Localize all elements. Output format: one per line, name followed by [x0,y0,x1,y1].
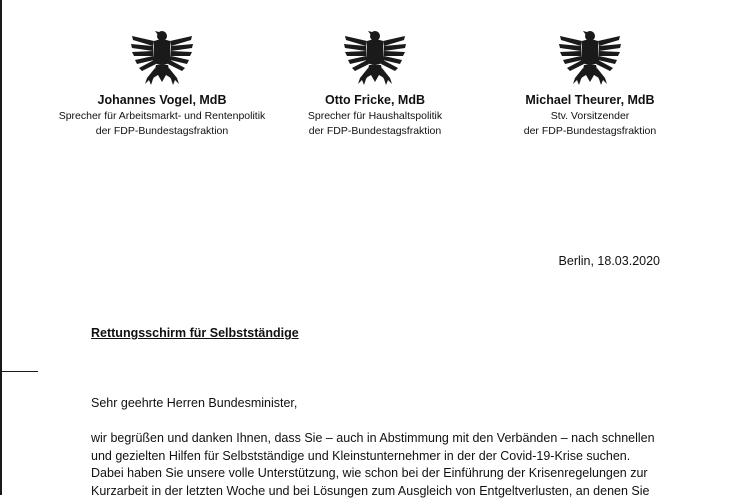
bundestag-eagle-icon [342,28,408,88]
sender-role: Sprecher für Haushaltspolitik [307,110,443,122]
page-left-edge-rule [0,0,2,495]
sender-role: Stv. Vorsitzender [550,110,630,122]
bundestag-eagle-icon [557,28,623,88]
sender-faction: der FDP-Bundestagsfraktion [95,125,229,137]
sender-faction: der FDP-Bundestagsfraktion [523,125,657,137]
sender-name: Johannes Vogel, MdB [97,93,227,107]
sender-block-theurer [470,28,710,139]
letter-salutation: Sehr geehrte Herren Bundesminister, [91,396,298,410]
sender-name: Otto Fricke, MdB [324,93,425,107]
sender-faction: der FDP-Bundestagsfraktion [308,125,442,137]
bundestag-eagle-icon [129,28,195,88]
letter-subject: Rettungsschirm für Selbstständige [91,326,299,340]
sender-name: Michael Theurer, MdB [525,93,655,107]
fold-mark [0,371,38,372]
sender-block-fricke [255,28,495,139]
sender-block-vogel [42,28,282,139]
letter-place-date: Berlin, 18.03.2020 [558,254,660,268]
letter-body-paragraph: wir begrüßen und danken Ihnen, dass Sie – auch in Abstimmung mit den Verbänden – nach schnellen und gezielten Hilfen für Selbstständige und Kleinstunternehmer in der der Covid-19-Krise suchen. Dabei haben Sie unsere volle Unterstützung, wie schon bei der Einführung der Krisenregelungen zur Kurzarbeit in der letzten Woche und bei Lösungen zum Ausgleich von Entgeltverlusten, an denen Sie [91,431,655,498]
sender-role: Sprecher für Arbeitsmarkt- und Rentenpolitik [58,110,266,122]
